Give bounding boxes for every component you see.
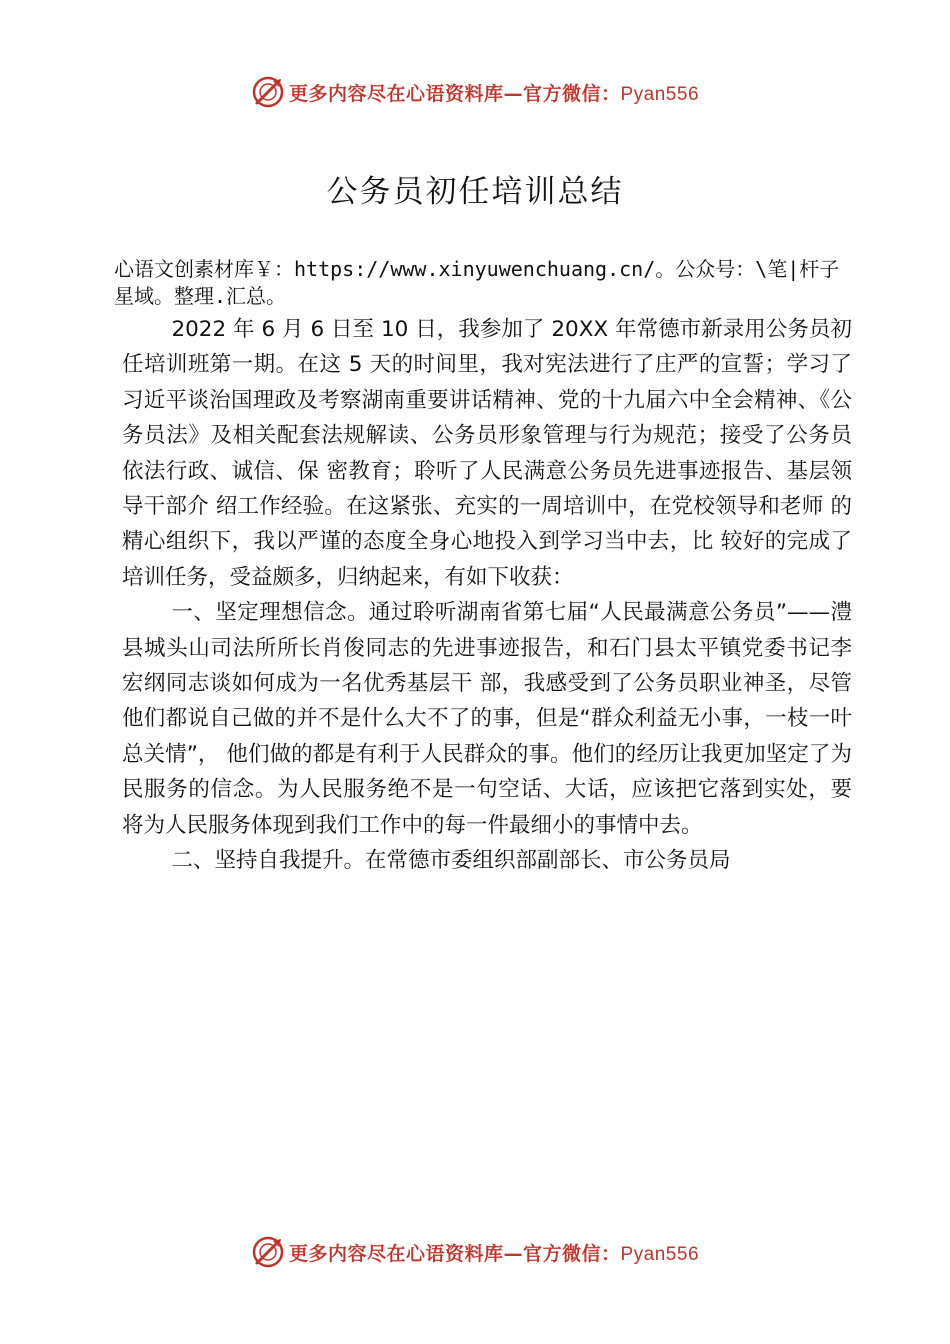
source-line: 心语文创素材库￥：https://www.xinyuwenchuang.cn/。公众号：\笔|杆子星域。整理.汇总。 xyxy=(114,257,840,308)
seal-logo-icon xyxy=(251,75,285,109)
wechat-id: Pyan556 xyxy=(620,1243,700,1265)
body-text xyxy=(122,312,852,879)
paragraph-2: 一、坚定理想信念。通过聆听湖南省第七届“人民最满意公务员”——澧县城头山司法所所长肖俊同志的先进事迹报告，和石门县太平镇党委书记李宏纲同志谈如何成为一名优秀基层干 部，我感受到了公务员职业神圣，尽管他们都说自己做的并不是什么大不了的事，但是“群众利益无小事，一枝一叶总关情”， 他们做的都是有利于人民群众的事。他们的经历让我更加坚定了为民服务的信念。为人民服务绝不是一句空话、大话，应该把它落到实处，要将为人民服务体现到我们工作中的每一件最细小的事情中去。 xyxy=(122,600,852,838)
paragraph-1: 2022 年 6 月 6 日至 10 日，我参加了 20XX 年常德市新录用公务员初任培训班第一期。在这 5 天的时间里，我对宪法进行了庄严的宣誓；学习了习近平谈治国理政及考察湖南重要讲话精神、党的十九届六中全会精神、《公务员法》及相关配套法规解读、公务员形象管理与行为规范；接受了公务员依法行政、诚信、保 密教育；聆听了人民满意公务员先进事迹报告、基层领导干部介 绍工作经验。在这紧张、充实的一周培训中，在党校领导和老师 的精心组织下，我以严谨的态度全身心地投入到学习当中去，比 较好的完成了培训任务，受益颇多，归纳起来，有如下收获： xyxy=(122,317,852,590)
header-banner xyxy=(0,70,950,114)
wechat-id: Pyan556 xyxy=(620,83,700,105)
footer-banner xyxy=(0,1230,950,1274)
paragraph-3: 二、坚持自我提升。在常德市委组织部副部长、市公务员局 xyxy=(171,848,731,874)
banner-text: 更多内容尽在心语资料库—官方微信：Pyan556 xyxy=(288,1242,700,1265)
banner-text: 更多内容尽在心语资料库—官方微信：Pyan556 xyxy=(288,82,700,105)
page-title: 公务员初任培训总结 xyxy=(326,174,624,210)
seal-logo-icon xyxy=(251,1235,285,1269)
